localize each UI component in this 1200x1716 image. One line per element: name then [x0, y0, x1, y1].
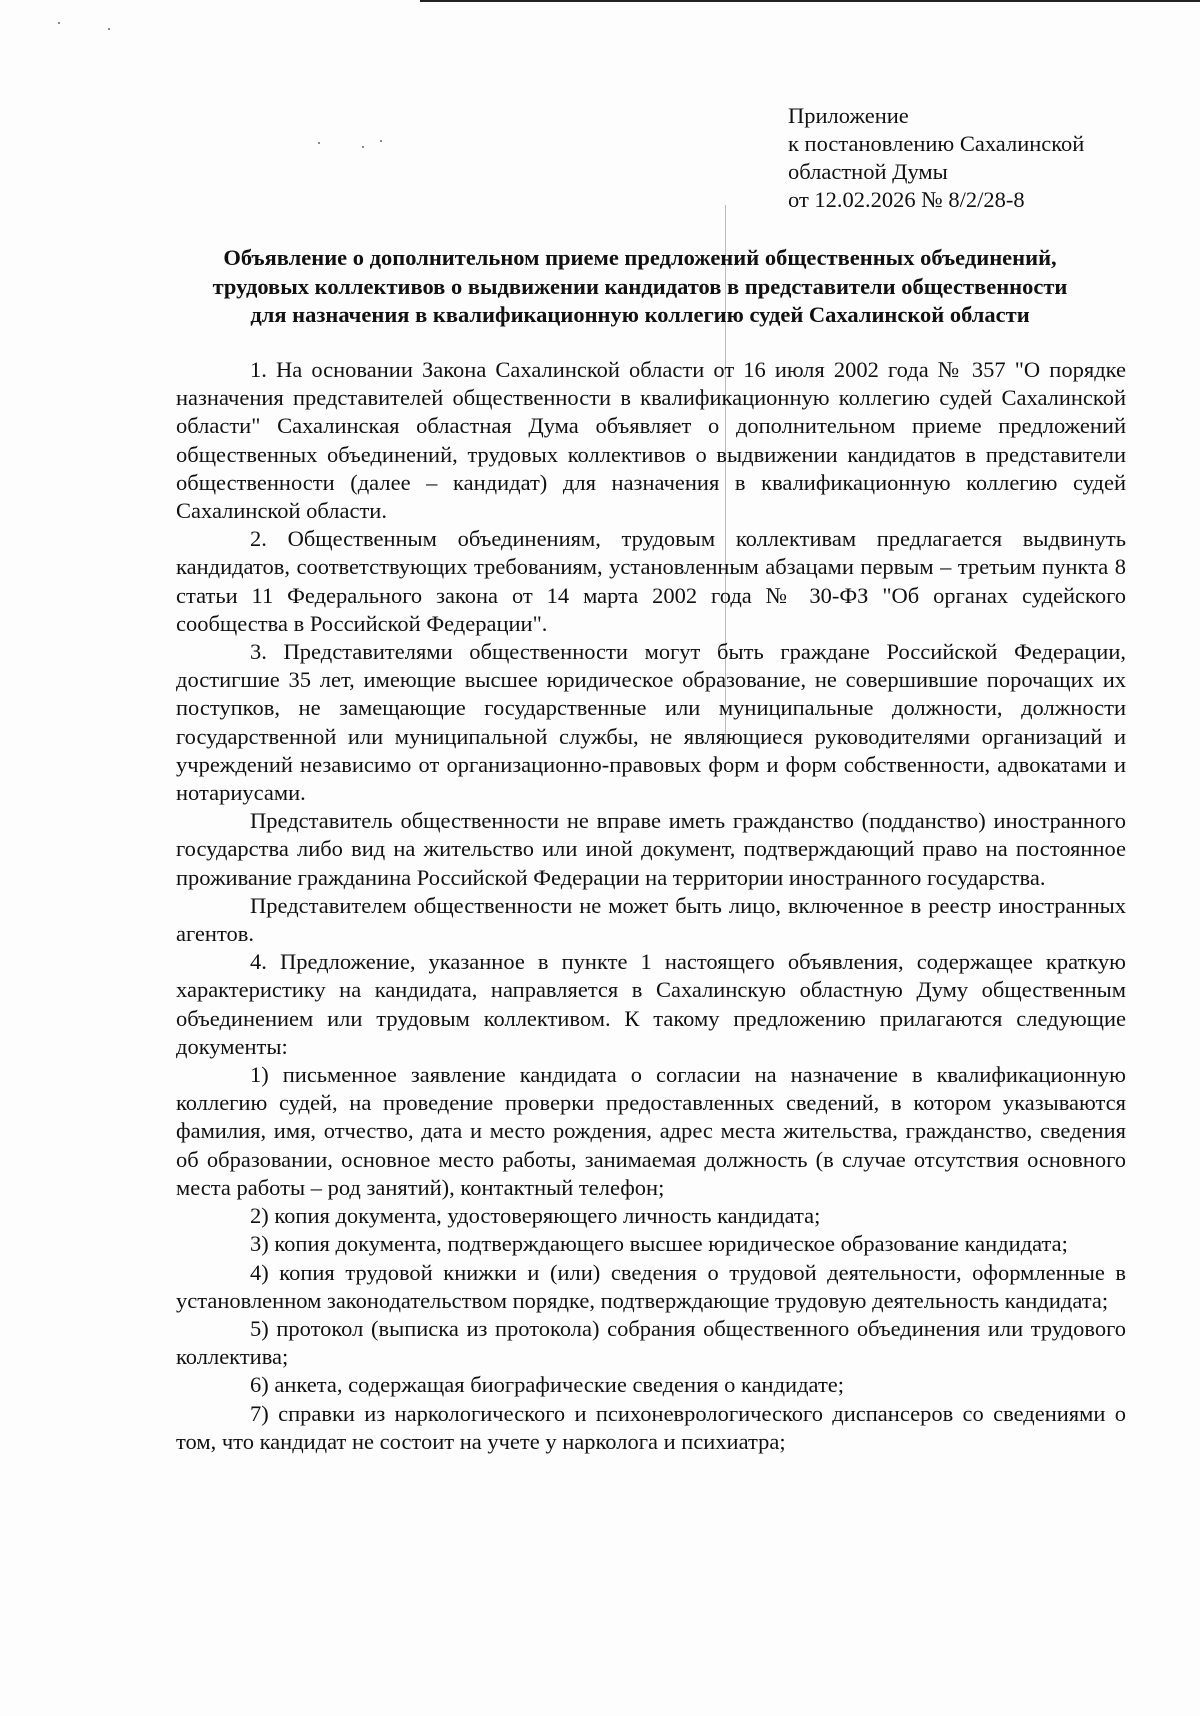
appendix-line: областной Думы: [788, 159, 948, 184]
scan-speck: [318, 142, 320, 144]
appendix-line: к постановлению Сахалинской: [788, 131, 1085, 156]
title-line: трудовых коллективов о выдвижении кандидатов в представители общественности: [212, 273, 1068, 299]
paragraph-4: 4. Предложение, указанное в пункте 1 настоящего объявления, содержащее краткую характеристику на кандидата, направляется в Сахалинскую областную Думу общественным объединением или трудовым коллективом. К такому предложению прилагаются следующие документы:: [176, 949, 1126, 1059]
list-item-6: 6) анкета, содержащая биографические сведения о кандидате;: [250, 1372, 845, 1398]
appendix-line: Приложение: [788, 103, 909, 128]
paragraph-3-citizenship: Представитель общественности не вправе иметь гражданство (подданство) иностранного государства либо вид на жительство или иной документ, подтверждающий право на постоянное проживание гражданина Российской Федерации на территории иностранного государства.: [176, 808, 1126, 890]
scan-speck: [362, 146, 364, 148]
paragraph-2: 2. Общественным объединениям, трудовым коллективам предлагается выдвинуть кандидатов, соответствующих требованиям, установленным абзацами первым – третьим пункта 8 статьи 11 Федерального закона от 14 марта 2002 года № 30-ФЗ "Об органах судейского сообщества в Российской Федерации".: [176, 526, 1126, 636]
scan-edge-line: [420, 0, 1200, 2]
document-body: [176, 356, 1126, 1456]
list-item-2: 2) копия документа, удостоверяющего личность кандидата;: [250, 1203, 821, 1229]
scan-speck: [58, 22, 60, 24]
scan-speck: [380, 140, 382, 142]
paragraph-3-foreign-agents: Представителем общественности не может быть лицо, включенное в реестр иностранных агентов.: [176, 892, 1126, 947]
appendix-date-number: от 12.02.2026 № 8/2/28-8: [788, 187, 1025, 212]
list-item-1: 1) письменное заявление кандидата о согласии на назначение в квалификационную коллегию судей, на проведение проверки предоставленных сведений, в котором указываются фамилия, имя, отчество, дата и место рождения, адрес места жительства, гражданство, сведения об образовании, основное место работы, занимаемая должность (в случае отсутствия основного места работы – род занятий), контактный телефон;: [176, 1062, 1126, 1200]
paragraph-3: 3. Представителями общественности могут быть граждане Российской Федерации, достигшие 35 лет, имеющие высшее юридическое образование, не совершившие порочащих их поступков, не замещающие государственные или муниципальные должности, должности государственной или муниципальной службы, не являющиеся руководителями организаций и учреждений независимо от организационно-правовых форм и форм собственности, адвокатами и нотариусами.: [176, 639, 1126, 806]
appendix-block: [788, 102, 1084, 214]
title-line: для назначения в квалификационную коллегию судей Сахалинской области: [250, 302, 1030, 327]
list-item-7: 7) справки из наркологического и психоневрологического диспансеров со сведениями о том, что кандидат не состоит на учете у нарколога и психиатра;: [176, 1400, 1126, 1454]
list-item-3: 3) копия документа, подтверждающего высшее юридическое образование кандидата;: [250, 1231, 1068, 1257]
list-item-4: 4) копия трудовой книжки и (или) сведения о трудовой деятельности, оформленные в установленном законодательством порядке, подтверждающие трудовую деятельность кандидата;: [176, 1259, 1126, 1313]
title-line: Объявление о дополнительном приеме предложений общественных объединений,: [223, 245, 1057, 270]
document-title: [160, 244, 1120, 330]
scan-speck: [108, 28, 110, 30]
list-item-5: 5) протокол (выписка из протокола) собрания общественного объединения или трудового коллектива;: [176, 1315, 1126, 1370]
paragraph-1: 1. На основании Закона Сахалинской области от 16 июля 2002 года № 357 "О порядке назначения представителей общественности в квалификационную коллегию судей Сахалинской области" Сахалинская областная Дума объявляет о дополнительном приеме предложений общественных объединений, трудовых коллективов о выдвижении кандидатов в представители общественности (далее – кандидат) для назначения в квалификационную коллегию судей Сахалинской области.: [176, 357, 1126, 524]
